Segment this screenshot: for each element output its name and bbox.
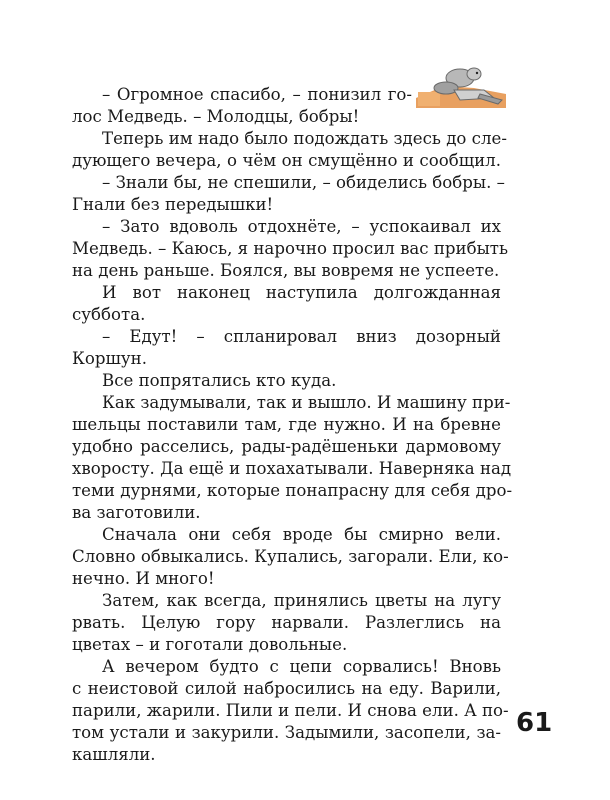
text-line: – Зато вдоволь отдохнёте, – успокаивал их	[102, 217, 501, 236]
text-line: А вечером будто с цепи сорвались! Вновь	[102, 657, 501, 676]
text-line: Сначала они себя вроде бы смирно вели.	[102, 525, 501, 544]
text-line: лос Медведь. – Молодцы, бобры!	[72, 107, 360, 126]
text-line: – Огромное спасибо, – понизил го-	[102, 85, 412, 104]
text-line: кашляли.	[72, 745, 156, 764]
text-line: Медведь. – Каюсь, я нарочно просил вас прибыть	[72, 239, 509, 258]
text-line: Гнали без передышки!	[72, 195, 274, 214]
text-line: удобно расселись, рады-радёшеньки дармовому	[72, 437, 501, 456]
text-line: теми дурнями, которые понапрасну для себя дро-	[72, 481, 513, 500]
page-number: 61	[516, 708, 553, 738]
text-line: Словно обвыкались. Купались, загорали. Ели, ко-	[72, 547, 509, 566]
text-line: И вот наконец наступила долгожданная	[102, 283, 501, 302]
story-text	[72, 84, 513, 766]
text-line: дующего вечера, о чём он смущённо и сообщил.	[72, 151, 501, 170]
text-line: хворосту. Да ещё и похахатывали. Наверняка над	[72, 459, 512, 478]
text-line: ва заготовили.	[72, 503, 201, 522]
text-line: суббота.	[72, 305, 146, 324]
text-line: на день раньше. Боялся, вы вовремя не успеете.	[72, 261, 500, 280]
text-line: цветах – и гоготали довольные.	[72, 635, 348, 654]
text-line: Коршун.	[72, 349, 147, 368]
text-line: с неистовой силой набросились на еду. Варили,	[72, 679, 501, 698]
text-line: нечно. И много!	[72, 569, 215, 588]
text-line: парили, жарили. Пили и пели. И снова ели. А по-	[72, 701, 509, 720]
text-line: том устали и закурили. Задымили, засопели, за-	[72, 723, 501, 742]
text-line: Затем, как всегда, принялись цветы на лугу	[102, 591, 501, 610]
text-line: Все попрятались кто куда.	[102, 371, 337, 390]
text-line: рвать. Целую гору нарвали. Разлеглись на	[72, 613, 501, 632]
text-line: Как задумывали, так и вышло. И машину при-	[102, 393, 511, 412]
text-line: – Едут! – спланировал вниз дозорный	[102, 327, 501, 346]
text-line: Теперь им надо было подождать здесь до сле-	[102, 129, 507, 148]
text-line: – Знали бы, не спешили, – обиделись бобры. –	[102, 173, 505, 192]
text-line: шельцы поставили там, где нужно. И на бревне	[72, 415, 501, 434]
